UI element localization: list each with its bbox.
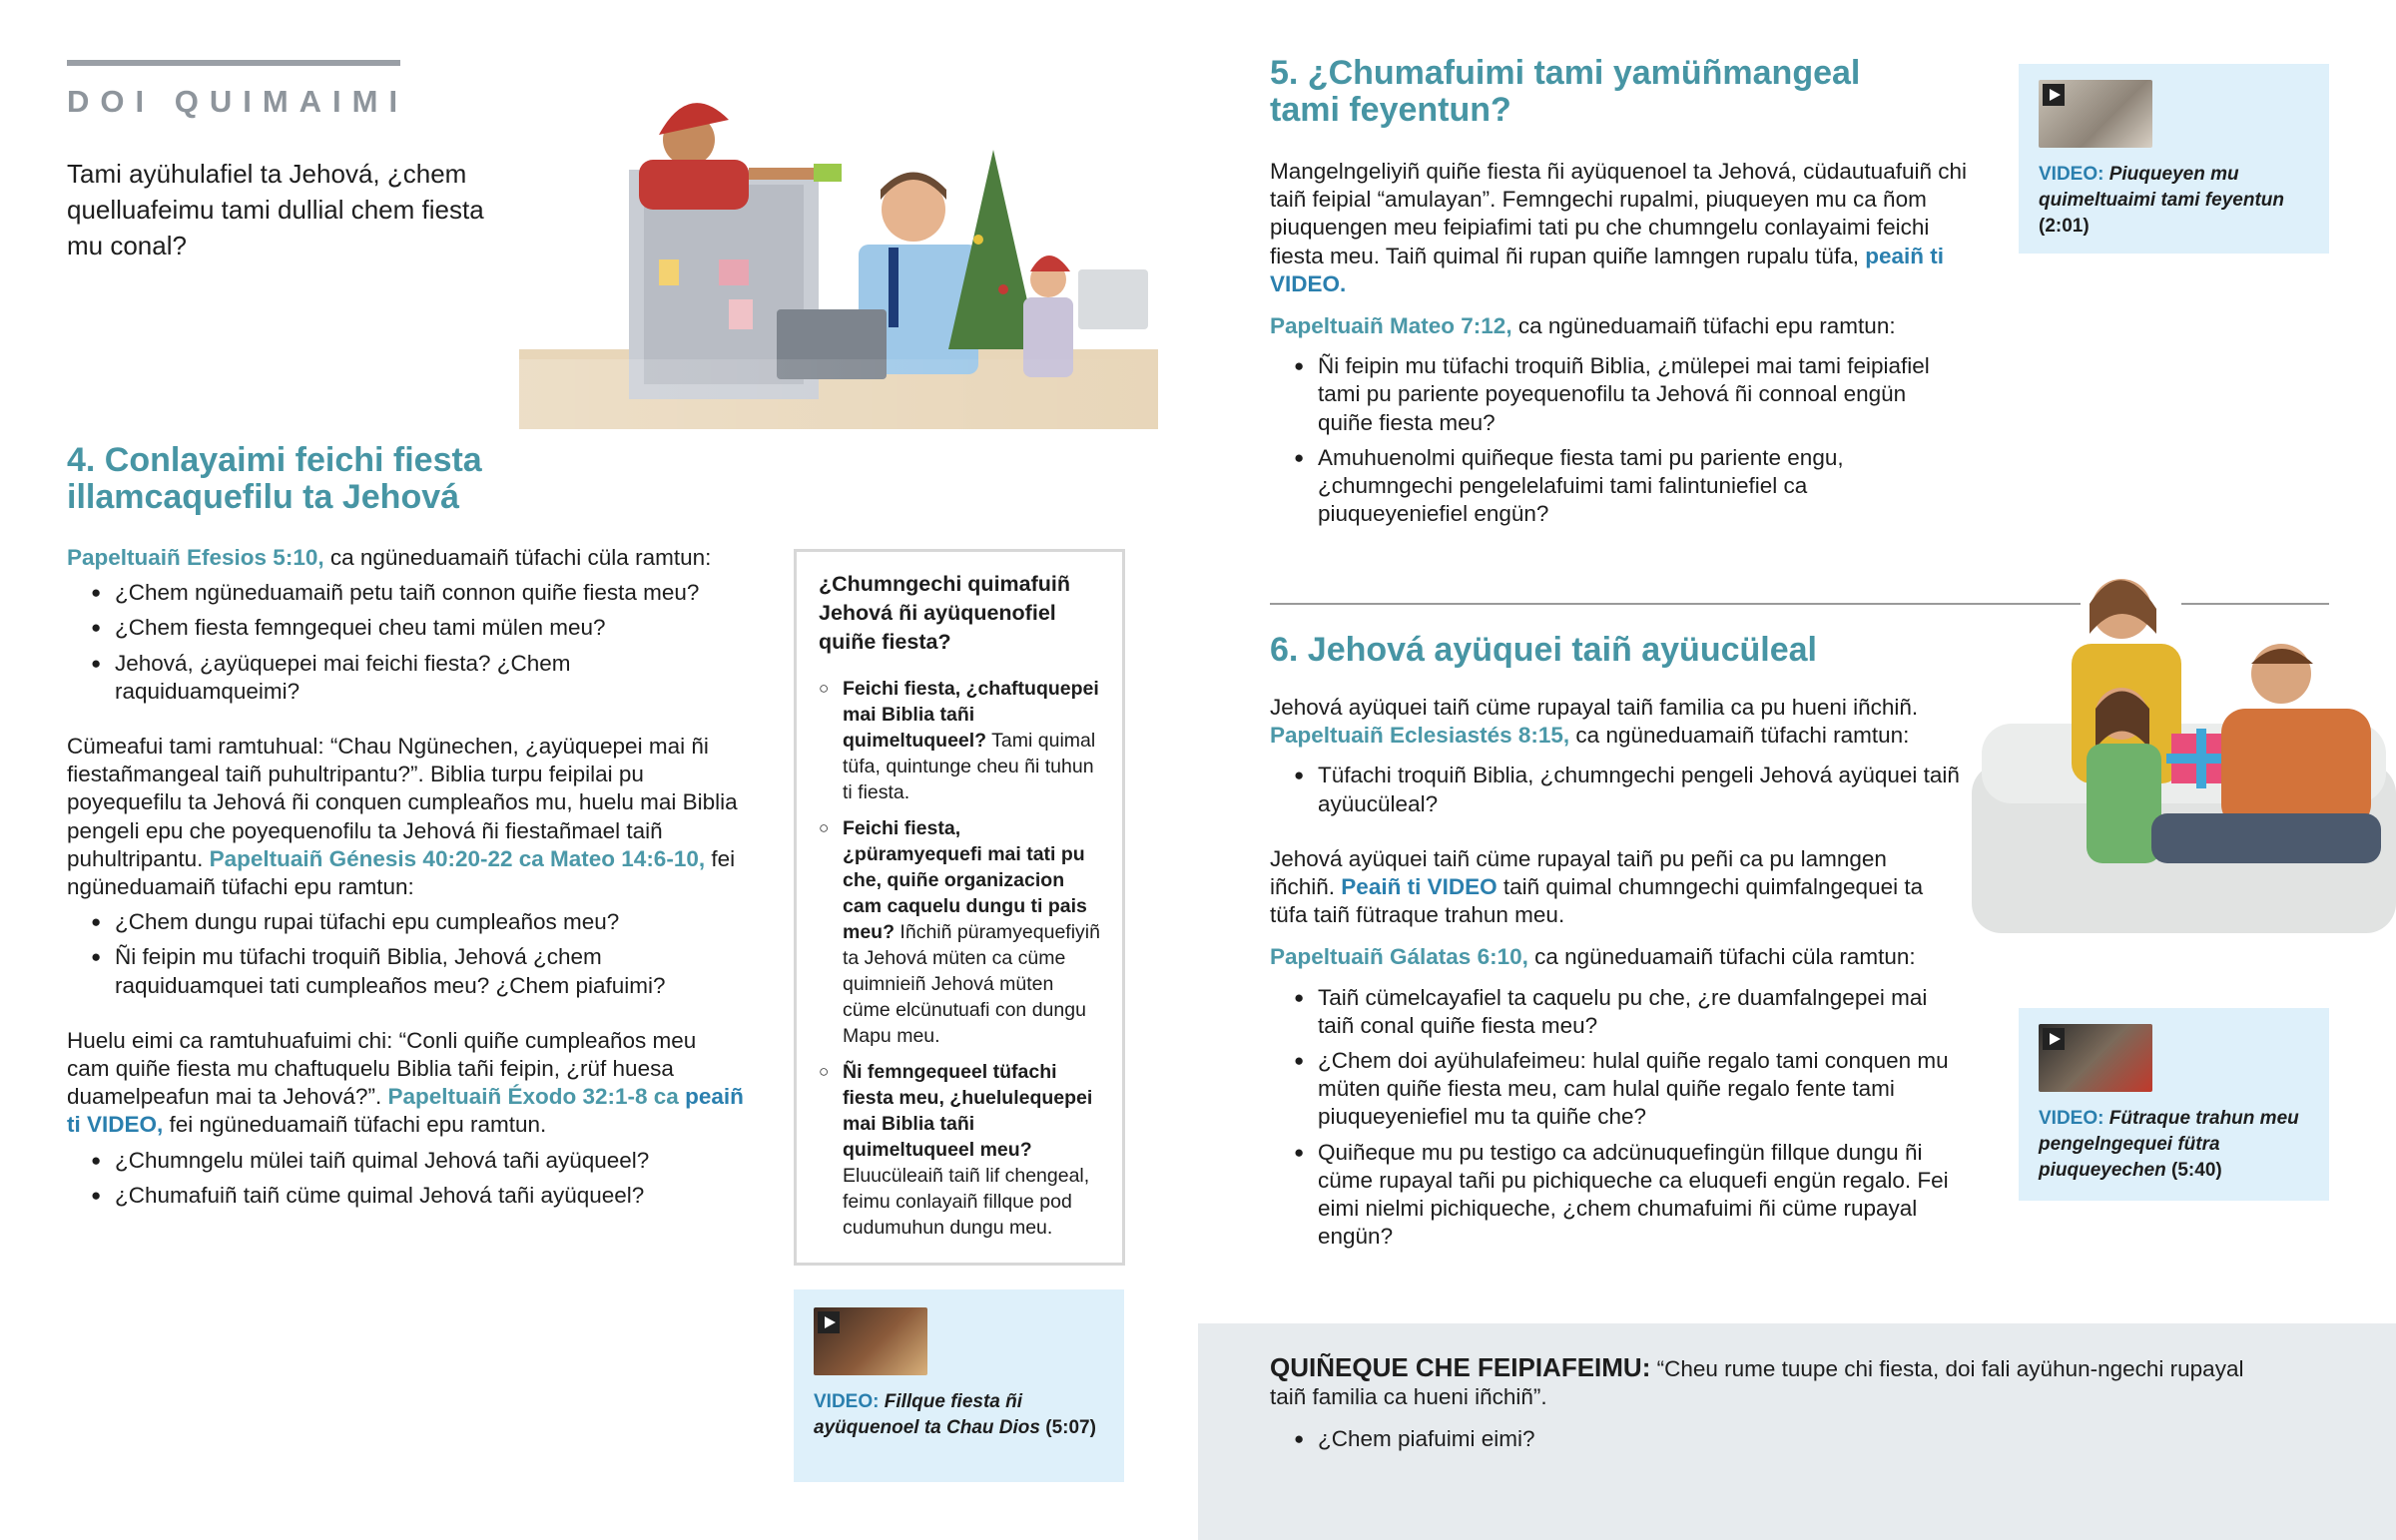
section-4-title-line2: illamcaquefilu ta Jehová [67,478,460,516]
list-item: ● Ñi feipin mu tüfachi troquiñ Biblia, Jehová ¿chem raquiduamquei tati cumpleaños meu? ¿Chem piafuimi? [67,943,744,999]
list-item: ● ¿Chem doi ayühulafeimeu: hulal quiñe regalo tami conquen mu müten quiñe fiesta meu, cam hulal quiñe regalo fente tami piuqueyeniefiel mu ta quiñe che? [1270,1047,1969,1132]
section-6-paragraph-2-text: Jehová ayüquei taiñ cüme rupayal taiñ pu peñi ca pu lamngen iñchiñ. [1270,845,1887,900]
sidebar-box-item [819,676,1100,805]
section-5-content [1270,158,1969,528]
list-item: ● Jehová, ¿ayüquepei mai feichi fiesta? ¿Chem raquiduamqueimi? [67,650,744,706]
summary-content [1270,1353,2268,1454]
section-6-questions-1 [1270,762,1969,817]
list-item: ● ¿Chem fiesta femngequei cheu tami mülen meu? [67,614,744,642]
section-5-title-line1: 5. ¿Chumafuimi tami yamüñmangeal [1270,54,1861,92]
section-6-paragraph-1-text: Jehová ayüquei taiñ cüme rupayal taiñ familia ca pu hueni iñchiñ. [1270,695,1919,720]
section-5-paragraph-text: Mangelngeliyiñ quiñe fiesta ñi ayüquenoel ta Jehová, cüdautuafuiñ chi taiñ feipial “amulayan”. Femngechi rupalmi, piuqueyen mu ca ñom piuquengen meu feipiafimi tati pu che chumngelu conlayaimi feichi fiesta meu. Taiñ quimal ñi rupan quiñe lamngen rupalu tüfa, [1270,159,1967,268]
section-5-paragraph [1270,158,1969,298]
section-6-content [1270,694,1969,1251]
paragraph-birthdays-tail: fei ngüneduamaiñ tüfachi epu ramtun: [67,845,736,900]
video-caption [2039,1106,2323,1184]
sidebar-question-box [794,549,1125,1266]
section-4-content [67,544,744,1210]
section-label-bar [67,60,400,66]
list-item: ● ¿Chem piafuimi eimi? [1270,1425,2268,1453]
ref-eclesiastes-tail: ca ngüneduamaiñ tüfachi ramtun: [1569,723,1910,749]
ref-exodo[interactable]: Papeltuaiñ Éxodo 32:1-8 ca [387,1084,679,1110]
section-6-paragraph-1 [1270,694,1969,750]
ref-efesios [67,544,744,572]
video-caption [2039,162,2318,240]
video-duration: (2:01) [2039,216,2090,237]
sidebar-box-item-question: Feichi fiesta, ¿püramyequefi mai tati pu che, quiñe organizacion cam caquelu dungu ti pais meu? [843,817,1087,943]
ref-efesios-tail: ca ngüneduamaiñ tüfachi cüla ramtun: [323,545,712,570]
video-link-section-5[interactable]: peaiñ ti VIDEO. [1270,243,1944,296]
list-item: ● Taiñ cümelcayafiel ta caquelu pu che, ¿re duamfalngepei mai taiñ conal quiñe fiesta meu? [1270,984,1969,1040]
list-item: ● Amuhuenolmi quiñeque fiesta tami pu pariente engu, ¿chumngechi pengelelafuimi tami falintuniefiel ca piuqueyeniefiel engün? [1270,444,1959,529]
office-illustration [519,60,1178,449]
list-item: ● Quiñeque mu pu testigo ca adcünuquefingün fillque dungu ñi cüme rupayal tañi pu pichiqueche ca eluquefi engün regalo. Fei eimi nielmi pichiqueche, ¿chem chumafuimi ñi cüme rupayal engün? [1270,1139,1969,1252]
section-divider [1270,603,2081,605]
video-duration: (5:07) [1045,1417,1096,1438]
ref-mateo-tail: ca ngüneduamaiñ tüfachi epu ramtun: [1511,313,1896,339]
play-icon[interactable] [2043,1028,2065,1050]
section-label: DOI QUIMAIMI [67,84,409,119]
sidebar-box-item-question: Ñi femngequeel tüfachi fiesta meu, ¿huelulequepei mai Biblia tañi quimeltuqueel meu? [843,1061,1093,1161]
list-item: ● ¿Chem ngüneduamaiñ petu taiñ connon quiñe fiesta meu? [67,579,744,607]
ref-mateo-link[interactable]: Papeltuaiñ Mateo 7:12, [1270,313,1512,339]
section-5-questions [1270,352,1959,528]
video-caption [814,1389,1103,1441]
play-icon[interactable] [2043,84,2065,106]
sidebar-box-list [819,676,1100,1241]
summary-statement [1270,1353,2268,1411]
paragraph-birthdays [67,733,744,901]
list-item: ● ¿Chumafuiñ taiñ cüme quimal Jehová tañi ayüqueel? [67,1182,744,1210]
video-card-fillque-fiesta[interactable] [794,1289,1124,1482]
sidebar-box-item-question: Feichi fiesta, ¿chaftuquepei mai Biblia tañi quimeltuqueel? [843,678,1099,752]
paragraph-exodo [67,1027,744,1140]
video-title: Fütraque trahun meu pengelngequei fütra piuqueyechen [2039,1108,2299,1181]
summary-question-list [1270,1425,2268,1453]
ref-galatas [1270,943,1969,971]
video-duration: (5:40) [2171,1160,2222,1181]
summary-panel [1198,1323,2396,1540]
ref-efesios-link[interactable]: Papeltuaiñ Efesios 5:10, [67,545,324,570]
video-card-piuqueyen[interactable] [2019,64,2329,254]
question-list-2 [67,908,744,1000]
section-6-title: 6. Jehová ayüquei taiñ ayüucüleal [1270,631,1817,669]
summary-label: QUIÑEQUE CHE FEIPIAFEIMU: [1270,1352,1651,1382]
question-list-3 [67,1147,744,1210]
list-item: ● ¿Chem dungu rupai tüfachi epu cumpleaños meu? [67,908,744,936]
paragraph-exodo-text: Huelu eimi ca ramtuhuafuimi chi: “Conli quiñe cumpleaños meu cam quiñe fiesta mu chaftuquelu Biblia tañi feipin, ¿rüf huesa duamelpeafun mai ta Jehová?”. [67,1027,697,1110]
video-title: Fillque fiesta ñi ayüquenoel ta Chau Dios [814,1391,1040,1438]
video-card-futraque-trahun[interactable] [2019,1008,2329,1201]
question-list-1 [67,579,744,706]
section-6-paragraph-2-tail: taiñ quimal chumngechi quimfalngequei ta tüfa taiñ fütraque trahun meu. [1270,874,1924,928]
intro-question: Tami ayühulafiel ta Jehová, ¿chem quelluafeimu tami dullial chem fiesta mu conal? [67,159,484,260]
section-6-questions-2 [1270,984,1969,1252]
section-4-title-line1: 4. Conlayaimi feichi fiesta [67,441,482,479]
list-item: ● Ñi feipin mu tüfachi troquiñ Biblia, ¿mülepei mai tami feipiafiel tami pu pariente poyequenofilu ta Jehová ñi connoal engün quiñe fiesta meu? [1270,352,1959,437]
section-4-title [67,442,566,516]
sidebar-box-item-answer: Tami quimal tüfa, quintunge cheu ñi tuhun ti fiesta. [843,730,1096,803]
ref-mateo [1270,312,1969,340]
sidebar-box-item-answer: Eluucüleaiñ taiñ lif chengeal, feimu conlayaiñ fillque pod cudumuhun dungu meu. [843,1165,1090,1239]
video-link-section-6[interactable]: Peaiñ ti VIDEO [1341,874,1498,900]
video-thumbnail[interactable] [814,1307,927,1375]
video-link-exodo[interactable]: peaiñ ti VIDEO, [67,1084,744,1138]
section-5-title [1270,55,1989,129]
video-title: Piuqueyen mu quimeltuaimi tami feyentun [2039,164,2284,211]
family-illustration [1972,564,2396,953]
sidebar-box-title: ¿Chumngechi quimafuiñ Jehová ñi ayüquenofiel quiñe fiesta? [819,572,1071,654]
summary-text: “Cheu rume tuupe chi fiesta, doi fali ayühun-ngechi rupayal taiñ familia ca hueni iñchiñ”. [1270,1356,2244,1410]
list-item: ● ¿Chumngelu mülei taiñ quimal Jehová tañi ayüqueel? [67,1147,744,1175]
video-thumbnail[interactable] [2039,80,2152,148]
ref-galatas-tail: ca ngüneduamaiñ tüfachi cüla ramtun: [1527,944,1916,970]
video-label: VIDEO: [2039,164,2104,185]
sidebar-box-item [819,815,1100,1049]
video-label: VIDEO: [2039,1108,2104,1129]
video-label: VIDEO: [814,1391,880,1412]
ref-eclesiastes[interactable]: Papeltuaiñ Eclesiastés 8:15, [1270,723,1570,749]
video-thumbnail[interactable] [2039,1024,2152,1092]
play-icon[interactable] [818,1311,840,1333]
section-5-title-line2: tami feyentun? [1270,91,1511,129]
paragraph-birthdays-text: Cümeafui tami ramtuhual: “Chau Ngünechen, ¿ayüquepei mai ñi fiestañmangeal taiñ puhultripantu?”. Biblia turpu feipilai pu poyequefilu ta Jehová ñi conquen cumpleaños mu, huelu mai Biblia pengeli epu che poyequenofilu ta Jehová ñi fiestañmael taiñ puhultripantu. [67,734,738,871]
section-6-paragraph-2 [1270,845,1939,930]
ref-genesis-mateo[interactable]: Papeltuaiñ Génesis 40:20-22 ca Mateo 14:6-10, [209,845,706,871]
paragraph-exodo-tail: fei ngüneduamaiñ tüfachi epu ramtun. [163,1112,547,1138]
ref-galatas-link[interactable]: Papeltuaiñ Gálatas 6:10, [1270,944,1528,970]
sidebar-box-item [819,1059,1100,1241]
list-item: ● Tüfachi troquiñ Biblia, ¿chumngechi pengeli Jehová ayüquei taiñ ayüucüleal? [1270,762,1969,817]
sidebar-box-item-answer: Iñchiñ püramyequefiyiñ ta Jehová müten ca cüme quimnieiñ Jehová müten cüme elcünutuafi con dungu Mapu meu. [843,921,1100,1047]
